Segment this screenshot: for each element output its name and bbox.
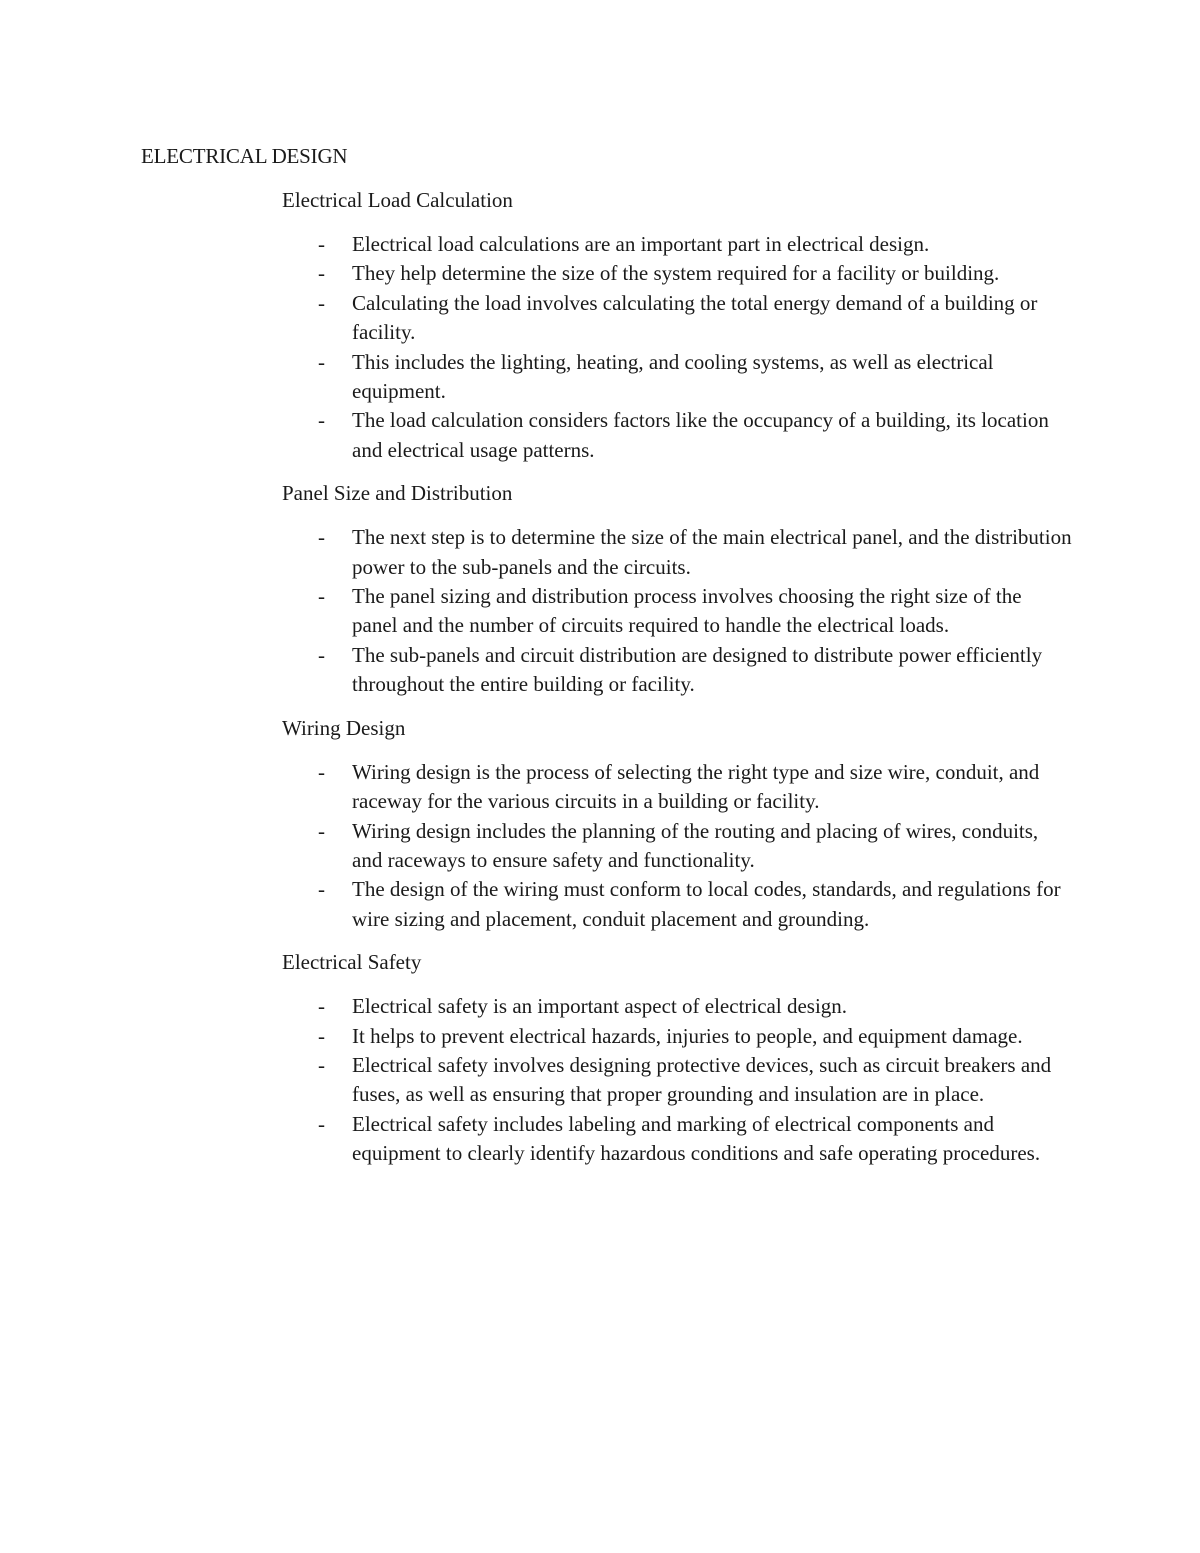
list-item-text: Electrical safety includes labeling and marking of electrical components and equipment to clearly identify hazardous conditions and safe operating procedures. (352, 1111, 1041, 1166)
document-section (282, 715, 1082, 934)
dash-bullet-marker: - (318, 584, 325, 609)
bullet-list (282, 992, 1082, 1168)
section-heading: Electrical Safety (282, 950, 422, 975)
list-item (282, 1022, 1072, 1051)
list-item-text: Wiring design is the process of selecting the right type and size wire, conduit, and raceway for the various circuits in a building or facility. (352, 759, 1040, 814)
dash-bullet-marker: - (318, 261, 325, 286)
dash-bullet-marker: - (318, 642, 325, 667)
list-item-text: They help determine the size of the system required for a facility or building. (352, 261, 1000, 286)
dash-bullet-marker: - (318, 408, 325, 433)
list-item (282, 875, 1072, 934)
dash-bullet-marker: - (318, 525, 325, 550)
section-heading: Panel Size and Distribution (282, 481, 513, 506)
list-item-text: Electrical safety is an important aspect of electrical design. (352, 994, 848, 1019)
list-item (282, 582, 1072, 641)
list-item (282, 817, 1072, 876)
list-item (282, 259, 1072, 288)
list-item (282, 758, 1072, 817)
list-item (282, 348, 1072, 407)
list-item (282, 523, 1072, 582)
list-item-text: It helps to prevent electrical hazards, injuries to people, and equipment damage. (352, 1023, 1023, 1048)
dash-bullet-marker: - (318, 349, 325, 374)
list-item-text: The panel sizing and distribution process involves choosing the right size of the panel and the number of circuits required to handle the electrical loads. (352, 584, 1022, 638)
list-item (282, 406, 1072, 465)
document-section (282, 480, 1082, 699)
list-item-text: The design of the wiring must conform to local codes, standards, and regulations for wire sizing and placement, conduit placement and grounding. (352, 877, 1061, 931)
bullet-list (282, 230, 1082, 465)
bullet-list (282, 523, 1082, 699)
list-item-text: The next step is to determine the size of the main electrical panel, and the distribution power to the sub-panels and the circuits. (352, 525, 1072, 579)
list-item-text: This includes the lighting, heating, and cooling systems, as well as electrical equipment. (352, 349, 994, 404)
list-item (282, 1110, 1072, 1169)
document-section (282, 187, 1082, 465)
dash-bullet-marker: - (318, 759, 325, 784)
dash-bullet-marker: - (318, 1023, 325, 1048)
list-item-text: Electrical load calculations are an important part in electrical design. (352, 232, 930, 256)
document-body (282, 187, 1082, 1184)
list-item-text: The load calculation considers factors like the occupancy of a building, its location and electrical usage patterns. (352, 408, 1049, 462)
list-item-text: Electrical safety involves designing protective devices, such as circuit breakers and fuses, as well as ensuring that proper grounding and insulation are in place. (352, 1052, 1052, 1107)
bullet-list (282, 758, 1082, 934)
list-item (282, 641, 1072, 700)
dash-bullet-marker: - (318, 1111, 325, 1136)
dash-bullet-marker: - (318, 877, 325, 902)
list-item (282, 289, 1072, 348)
dash-bullet-marker: - (318, 290, 325, 315)
document-title: ELECTRICAL DESIGN (141, 144, 348, 168)
section-heading: Wiring Design (282, 715, 406, 740)
list-item-text: The sub-panels and circuit distribution are designed to distribute power efficiently throughout the entire building or facility. (352, 642, 1043, 697)
list-item-text: Calculating the load involves calculating the total energy demand of a building or facility. (352, 290, 1038, 345)
list-item-text: Wiring design includes the planning of the routing and placing of wires, conduits, and raceways to ensure safety and functionality. (352, 818, 1039, 872)
document-section (282, 949, 1082, 1168)
dash-bullet-marker: - (318, 818, 325, 843)
dash-bullet-marker: - (318, 994, 325, 1019)
section-heading: Electrical Load Calculation (282, 188, 513, 212)
dash-bullet-marker: - (318, 1052, 325, 1077)
list-item (282, 1051, 1072, 1110)
list-item (282, 230, 1072, 259)
list-item (282, 992, 1072, 1021)
dash-bullet-marker: - (318, 232, 325, 256)
